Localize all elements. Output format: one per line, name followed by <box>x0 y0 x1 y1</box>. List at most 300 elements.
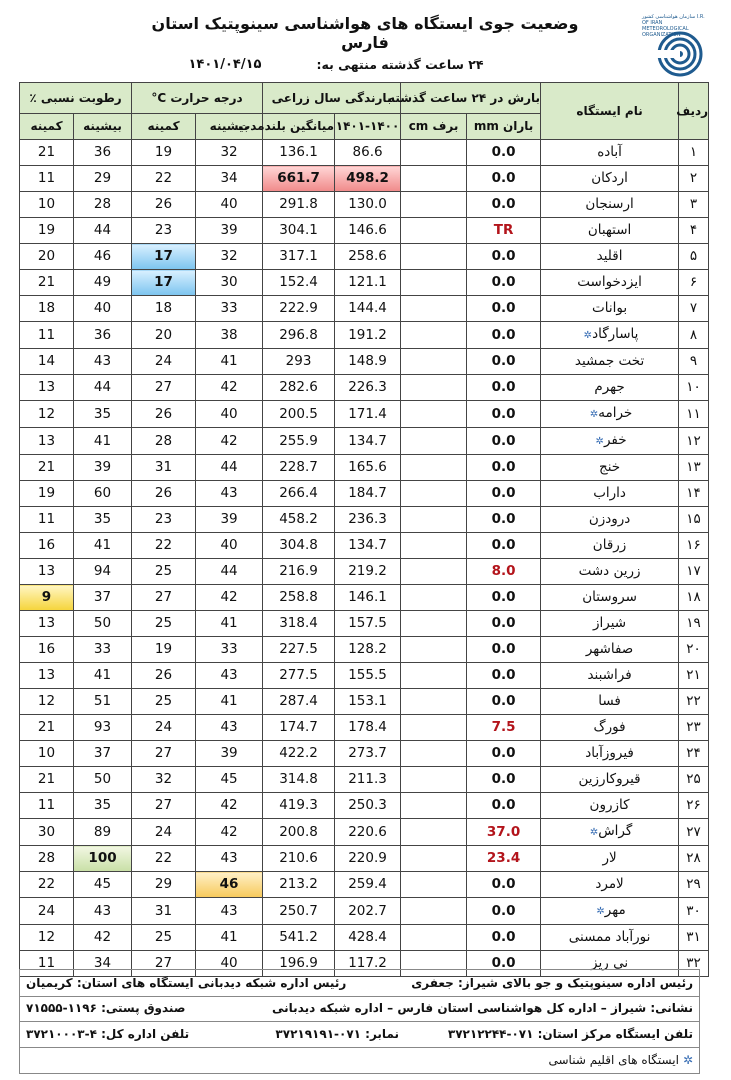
hmax-value-text: 49 <box>93 274 112 290</box>
annual-average-value-text: 222.9 <box>279 300 318 316</box>
tmax-value <box>196 244 263 270</box>
tmin-value-text: 25 <box>154 929 173 945</box>
snow-value <box>401 140 467 166</box>
hmax-value <box>74 218 132 244</box>
rain-value <box>467 559 541 585</box>
climate-station-icon: ✲ <box>595 436 604 447</box>
hmin-value-text: 16 <box>37 641 56 657</box>
tmax-value-text: 46 <box>219 876 239 892</box>
snow-value <box>401 585 467 611</box>
hmin-value-text: 20 <box>37 248 56 264</box>
table-row <box>20 244 709 270</box>
hmax-value-text: 93 <box>93 719 112 735</box>
station-name <box>541 375 679 401</box>
snow-value <box>401 192 467 218</box>
hmin-value-text: 10 <box>37 196 56 212</box>
hmin-value-text: 21 <box>37 144 56 160</box>
header <box>0 0 731 88</box>
annual-current-value <box>335 637 401 663</box>
tmax-value <box>196 192 263 218</box>
rain-value-text: 7.5 <box>491 719 516 735</box>
annual-current-value-text: 191.2 <box>348 326 387 343</box>
tmin-value <box>132 611 196 637</box>
hmax-value-text: 100 <box>88 850 117 866</box>
station-name-text: قیروکارزین <box>578 771 641 787</box>
rain-value-text: 0.0 <box>491 615 516 631</box>
row-number <box>679 533 709 559</box>
annual-current-value-text: 220.9 <box>348 850 387 866</box>
tmin-value <box>132 559 196 585</box>
hmax-value <box>74 793 132 819</box>
tmax-value-text: 32 <box>220 248 238 264</box>
row-number <box>679 819 709 846</box>
tmin-value <box>132 925 196 951</box>
annual-current-value <box>335 872 401 898</box>
annual-average-value-text: 228.7 <box>279 459 318 475</box>
tmin-value-text: 24 <box>154 823 173 840</box>
table-row <box>20 741 709 767</box>
hmin-value <box>20 244 74 270</box>
annual-average-value <box>263 637 335 663</box>
annual-average-value-text: 314.8 <box>279 771 318 787</box>
annual-current-value <box>335 401 401 428</box>
tmin-value-text: 27 <box>154 797 173 813</box>
snow-value <box>401 637 467 663</box>
tmax-value-text: 39 <box>220 222 238 238</box>
tmax-value <box>196 741 263 767</box>
page-title: وضعیت جوی ایستگاه های هواشناسی سینوپتیک استان فارس <box>151 14 579 52</box>
weather-table <box>19 82 709 977</box>
hmin-value-text: 9 <box>41 589 52 605</box>
snow-value <box>401 455 467 481</box>
hmin-value-text: 22 <box>37 876 56 892</box>
hmax-value-text: 43 <box>93 353 112 369</box>
tmax-value-text: 40 <box>220 196 238 212</box>
hmin-value <box>20 872 74 898</box>
hmax-value-text: 50 <box>93 771 112 787</box>
report-date: ۱۴۰۱/۰۴/۱۵ <box>188 57 262 72</box>
annual-average-value-text: 196.9 <box>279 955 318 971</box>
station-name-text: نی ریز <box>591 955 629 971</box>
table-row <box>20 585 709 611</box>
phone-center: تلفن ایستگاه مرکز استان: ۰۷۱-۳۷۲۱۲۲۴۴ <box>447 1027 693 1041</box>
rain-value-text: 0.0 <box>491 745 516 761</box>
hmax-value-text: 41 <box>93 667 112 683</box>
rain-value <box>467 428 541 455</box>
annual-current-value <box>335 585 401 611</box>
hmin-value <box>20 322 74 349</box>
annual-current-value-text: 428.4 <box>348 929 387 945</box>
row-number-text: ۳۲ <box>686 955 701 971</box>
hmax-value <box>74 663 132 689</box>
table-row <box>20 296 709 322</box>
tmin-value <box>132 533 196 559</box>
row-number <box>679 585 709 611</box>
annual-average-value <box>263 663 335 689</box>
hmax-value-text: 89 <box>93 823 112 840</box>
col-annual-current: ۱۴۰۱-۱۴۰۰ <box>335 114 401 140</box>
hmin-value-text: 19 <box>37 485 56 501</box>
tmin-value-text: 27 <box>154 379 173 395</box>
tmax-value-text: 41 <box>220 929 238 945</box>
annual-average-value <box>263 741 335 767</box>
logo-text: سازمان هواشناسی کشور I.R. OF IRAN METEOROLOGICAL ORGANIZATION <box>642 14 705 38</box>
annual-current-value <box>335 296 401 322</box>
tmin-value <box>132 715 196 741</box>
station-name-text: نورآباد ممسنی <box>568 929 651 945</box>
period-label: ۲۴ ساعت گذشته منتهی به: <box>316 57 484 72</box>
tmin-value-text: 19 <box>154 144 173 160</box>
rain-value <box>467 741 541 767</box>
col-row-number: ردیف <box>679 83 709 140</box>
row-number <box>679 428 709 455</box>
tmin-value <box>132 819 196 846</box>
hmax-value-text: 34 <box>93 955 112 971</box>
rain-value <box>467 689 541 715</box>
col-hmin: کمینه <box>20 114 74 140</box>
annual-average-value-text: 291.8 <box>279 196 318 212</box>
hmin-value <box>20 296 74 322</box>
tmin-value-text: 25 <box>154 563 173 579</box>
hmax-value-text: 51 <box>93 693 112 709</box>
tmax-value <box>196 559 263 585</box>
hmin-value-text: 21 <box>37 459 56 475</box>
annual-average-value-text: 282.6 <box>279 379 318 395</box>
tmin-value-text: 27 <box>154 745 173 761</box>
row-number <box>679 481 709 507</box>
rain-value-text: 0.0 <box>491 274 516 290</box>
table-row <box>20 322 709 349</box>
tmin-value-text: 26 <box>154 667 173 683</box>
annual-current-value <box>335 767 401 793</box>
tmax-value <box>196 455 263 481</box>
hmin-value <box>20 819 74 846</box>
snow-value <box>401 270 467 296</box>
station-name <box>541 689 679 715</box>
annual-current-value <box>335 322 401 349</box>
hmax-value <box>74 296 132 322</box>
table-row <box>20 846 709 872</box>
hmin-value <box>20 663 74 689</box>
rain-value <box>467 898 541 925</box>
annual-current-value <box>335 507 401 533</box>
hmin-value-text: 13 <box>37 379 56 395</box>
hmax-value <box>74 481 132 507</box>
tmin-value-text: 17 <box>154 248 173 264</box>
row-number <box>679 689 709 715</box>
rain-value-text: 8.0 <box>491 563 516 579</box>
station-name <box>541 481 679 507</box>
rain-value <box>467 218 541 244</box>
hmax-value-text: 42 <box>93 929 112 945</box>
rain-value-text: 0.0 <box>491 511 516 527</box>
tmax-value <box>196 218 263 244</box>
tmax-value-text: 42 <box>220 432 238 449</box>
tmin-value <box>132 192 196 218</box>
annual-current-value <box>335 244 401 270</box>
annual-average-value <box>263 819 335 846</box>
station-name-text: تخت جمشید <box>574 353 645 369</box>
tmax-value <box>196 481 263 507</box>
row-number <box>679 846 709 872</box>
annual-current-value-text: 155.5 <box>348 667 387 683</box>
hmax-value <box>74 428 132 455</box>
station-name <box>541 296 679 322</box>
rain-value <box>467 140 541 166</box>
snow-value <box>401 296 467 322</box>
rain-value-text: 0.0 <box>491 248 516 264</box>
tmin-value <box>132 428 196 455</box>
row-number <box>679 401 709 428</box>
rain-value-text: 0.0 <box>491 589 516 605</box>
row-number <box>679 140 709 166</box>
tmax-value <box>196 663 263 689</box>
snow-value <box>401 428 467 455</box>
col-rain: باران mm <box>467 114 541 140</box>
hmin-value <box>20 270 74 296</box>
annual-current-value <box>335 611 401 637</box>
station-name-text: جهرم <box>594 379 625 395</box>
annual-current-value <box>335 925 401 951</box>
annual-average-value-text: 661.7 <box>277 170 320 186</box>
tmin-value-text: 22 <box>154 170 173 186</box>
annual-average-value <box>263 296 335 322</box>
row-number-text: ۲ <box>689 170 698 186</box>
hmax-value-text: 60 <box>93 485 112 501</box>
row-number-text: ۶ <box>689 274 698 290</box>
table-row <box>20 637 709 663</box>
annual-average-value <box>263 428 335 455</box>
snow-value <box>401 925 467 951</box>
station-name <box>541 428 679 455</box>
station-name <box>541 455 679 481</box>
tmax-value-text: 41 <box>220 353 238 369</box>
annual-current-value-text: 144.4 <box>348 300 387 316</box>
tmax-value <box>196 349 263 375</box>
hmax-value-text: 36 <box>93 326 112 343</box>
hmin-value-text: 19 <box>37 222 56 238</box>
tmin-value <box>132 767 196 793</box>
col-tmax: بیشینه <box>196 114 263 140</box>
hmax-value <box>74 898 132 925</box>
table-row <box>20 872 709 898</box>
tmin-value-text: 29 <box>154 876 173 892</box>
station-name <box>541 898 679 925</box>
organization-logo <box>640 14 710 78</box>
snow-value <box>401 793 467 819</box>
station-name-text: اقلید <box>596 248 623 264</box>
row-number-text: ۳۱ <box>686 929 701 945</box>
rain-value-text: 0.0 <box>491 537 516 553</box>
row-number <box>679 322 709 349</box>
rain-value-text: 0.0 <box>491 876 516 892</box>
tmax-value-text: 44 <box>220 459 238 475</box>
snow-value <box>401 166 467 192</box>
annual-current-value-text: 273.7 <box>348 745 387 761</box>
station-name <box>541 166 679 192</box>
annual-current-value <box>335 741 401 767</box>
annual-current-value <box>335 846 401 872</box>
annual-current-value-text: 130.0 <box>348 196 387 212</box>
hmin-value <box>20 715 74 741</box>
annual-current-value-text: 259.4 <box>348 876 387 892</box>
tmin-value <box>132 218 196 244</box>
hmin-value-text: 13 <box>37 667 56 683</box>
hmin-value-text: 12 <box>37 929 56 945</box>
hmin-value <box>20 925 74 951</box>
annual-current-value <box>335 481 401 507</box>
row-number-text: ۱ <box>689 144 698 160</box>
annual-current-value <box>335 428 401 455</box>
annual-average-value <box>263 846 335 872</box>
hmin-value <box>20 455 74 481</box>
tmin-value <box>132 270 196 296</box>
tmax-value-text: 42 <box>220 379 238 395</box>
hmax-value-text: 29 <box>93 170 112 186</box>
station-name <box>541 533 679 559</box>
row-number-text: ۱۳ <box>686 459 701 475</box>
tmin-value-text: 24 <box>154 353 173 369</box>
annual-average-value <box>263 689 335 715</box>
hmax-value <box>74 585 132 611</box>
tmax-value-text: 41 <box>220 615 238 631</box>
rain-value <box>467 296 541 322</box>
snow-value <box>401 559 467 585</box>
hmin-value-text: 13 <box>37 432 56 449</box>
tmax-value-text: 45 <box>220 771 238 787</box>
station-name-text: مهر <box>604 902 626 918</box>
hmax-value <box>74 846 132 872</box>
tmax-value <box>196 140 263 166</box>
tmin-value-text: 27 <box>154 589 173 605</box>
tmax-value-text: 42 <box>220 589 238 605</box>
rain-value-text: 0.0 <box>491 196 516 212</box>
hmin-value <box>20 192 74 218</box>
rain-value <box>467 270 541 296</box>
annual-current-value <box>335 559 401 585</box>
tmin-value-text: 31 <box>154 902 173 919</box>
annual-average-value-text: 255.9 <box>279 432 318 449</box>
tmin-value <box>132 349 196 375</box>
hmax-value-text: 44 <box>93 379 112 395</box>
hmin-value-text: 12 <box>37 693 56 709</box>
tmin-value <box>132 663 196 689</box>
tmax-value <box>196 296 263 322</box>
tmin-value-text: 25 <box>154 615 173 631</box>
annual-current-value-text: 117.2 <box>348 955 387 971</box>
col-station-name: نام ایستگاه <box>541 83 679 140</box>
annual-current-value <box>335 533 401 559</box>
table-row <box>20 767 709 793</box>
annual-current-value-text: 134.7 <box>348 432 387 449</box>
tmin-value-text: 28 <box>154 432 173 449</box>
col-precip24: بارش در ۲۴ ساعت گذشته <box>401 83 541 114</box>
table-row <box>20 166 709 192</box>
hmin-value <box>20 846 74 872</box>
col-tmin: کمینه <box>132 114 196 140</box>
station-name-text: سروستان <box>582 589 637 605</box>
hmax-value <box>74 819 132 846</box>
hmax-value-text: 39 <box>93 459 112 475</box>
annual-current-value <box>335 349 401 375</box>
tmax-value-text: 38 <box>220 326 238 343</box>
row-number-text: ۱۱ <box>686 405 701 422</box>
hmin-value-text: 13 <box>37 615 56 631</box>
tmax-value-text: 33 <box>220 641 238 657</box>
hmax-value-text: 28 <box>93 196 112 212</box>
row-number <box>679 455 709 481</box>
hmax-value <box>74 872 132 898</box>
rain-value <box>467 166 541 192</box>
annual-current-value-text: 157.5 <box>348 615 387 631</box>
annual-current-value-text: 226.3 <box>348 379 387 395</box>
snow-value <box>401 481 467 507</box>
tmax-value <box>196 322 263 349</box>
annual-average-value <box>263 322 335 349</box>
annual-average-value-text: 422.2 <box>279 745 318 761</box>
annual-current-value-text: 250.3 <box>348 797 387 813</box>
hmin-value <box>20 140 74 166</box>
rain-value-text: 0.0 <box>491 379 516 395</box>
hmax-value-text: 36 <box>93 144 112 160</box>
tmin-value <box>132 401 196 428</box>
station-name-text: لار <box>602 850 617 866</box>
tmax-value-text: 43 <box>220 902 238 919</box>
annual-current-value <box>335 270 401 296</box>
annual-current-value <box>335 898 401 925</box>
rain-value-text: 0.0 <box>491 955 516 971</box>
rain-value-text: 0.0 <box>491 170 516 186</box>
hmin-value-text: 13 <box>37 563 56 579</box>
tmax-value-text: 40 <box>220 955 238 971</box>
po-box: صندوق پستی: ۱۱۹۶-۷۱۵۵۵ <box>26 1001 186 1015</box>
annual-current-value-text: 171.4 <box>348 405 387 422</box>
table-row <box>20 455 709 481</box>
rain-value-text: 0.0 <box>491 929 516 945</box>
tmin-value <box>132 322 196 349</box>
tmax-value <box>196 872 263 898</box>
annual-average-value <box>263 898 335 925</box>
rain-value <box>467 819 541 846</box>
tmin-value <box>132 244 196 270</box>
annual-average-value-text: 304.1 <box>279 222 318 238</box>
annual-current-value <box>335 166 401 192</box>
tmin-value <box>132 689 196 715</box>
table-row <box>20 559 709 585</box>
footer-phones <box>19 1021 700 1048</box>
annual-current-value-text: 236.3 <box>348 511 387 527</box>
chief-synoptic: رئیس اداره سینوپتیک و جو بالای شیراز: جعفری <box>411 976 693 990</box>
hmax-value-text: 43 <box>93 902 112 919</box>
hmax-value <box>74 192 132 218</box>
table-row <box>20 192 709 218</box>
annual-average-value <box>263 401 335 428</box>
hmax-value <box>74 925 132 951</box>
annual-average-value-text: 541.2 <box>279 929 318 945</box>
climate-station-icon: ✲ <box>583 330 593 341</box>
table-row <box>20 689 709 715</box>
tmax-value <box>196 819 263 846</box>
climate-station-icon: ✲ <box>682 1053 693 1067</box>
hmin-value <box>20 166 74 192</box>
row-number <box>679 663 709 689</box>
rain-value-text: 37.0 <box>486 823 521 840</box>
footer-legend <box>19 1047 700 1074</box>
tmin-value-text: 23 <box>154 222 173 238</box>
tmax-value <box>196 898 263 925</box>
annual-average-value <box>263 455 335 481</box>
row-number <box>679 507 709 533</box>
